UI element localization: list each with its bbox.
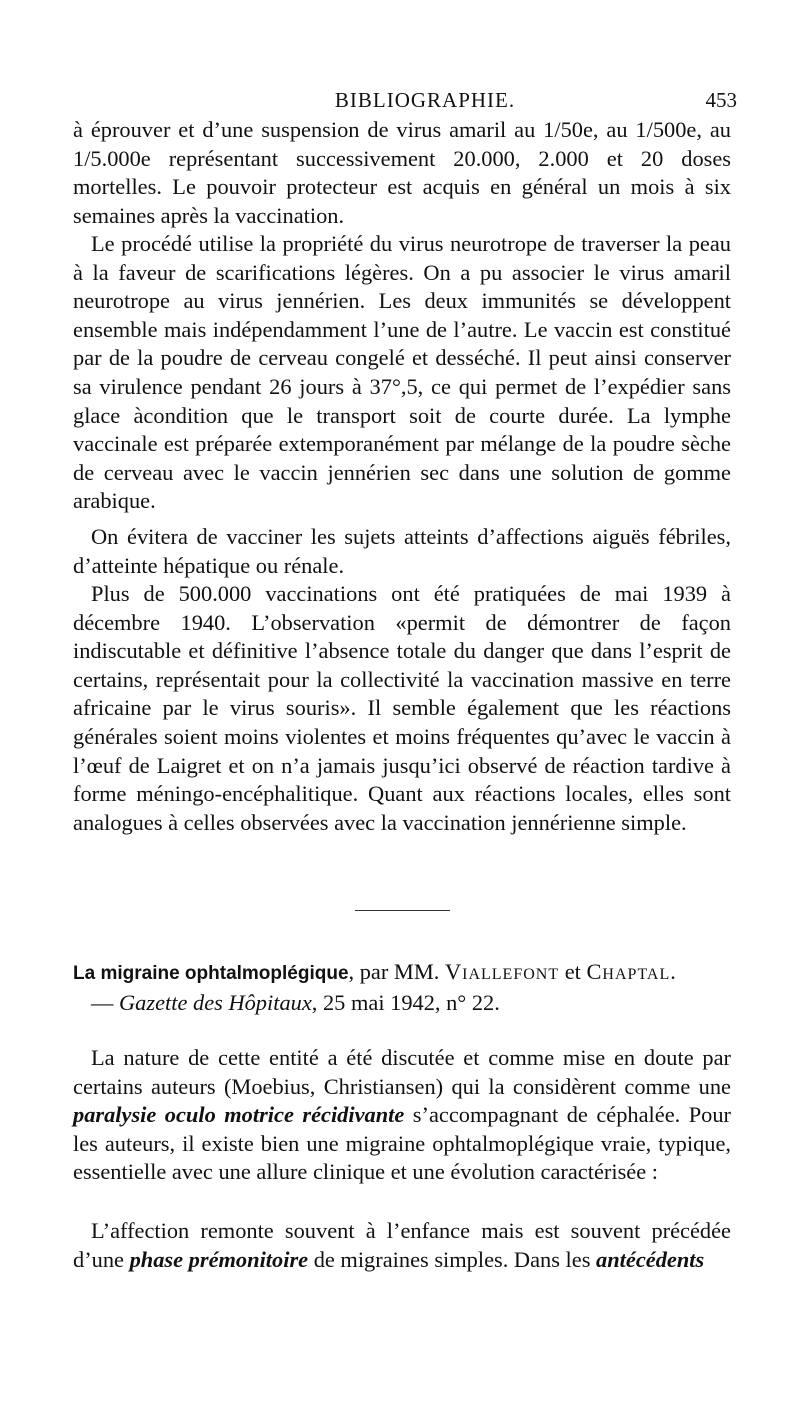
paragraph-5-text-a: La nature de cette entité a été discutée et comme mise en doute par certains auteurs (Moebius, Christiansen) qui la considèrent comme une [73, 1045, 731, 1099]
review-and: et [564, 959, 581, 984]
paragraph-1: à éprouver et d’une suspension de virus amaril au 1/50e, au 1/500e, au 1/5.000e représentant successivement 20.000, 2.000 et 20 doses mortelles. Le pouvoir protecteur est acquis en général un mois à six semaines après la vaccination. [73, 117, 731, 228]
paragraph-2: Le procédé utilise la propriété du virus neurotrope de traverser la peau à la faveur de scarifications légères. On a pu associer le virus amaril neurotrope au virus jennérien. Les deux immunités se développent ensemble mais indépendamment l’une de l’autre. Le vaccin est constitué par de la poudre de cerveau congelé et desséché. Il peut ainsi conserver sa virulence pendant 26 jours à 37°,5, ce qui permet de l’expédier sans glace àcondition que le transport soit de courte durée. La lymphe vaccinale est préparée extemporanément par mélange de la poudre sèche de cerveau avec le vaccin jennérien sec dans une solution de gomme arabique. [73, 231, 731, 514]
paragraph-4: Plus de 500.000 vaccinations ont été pratiquées de mai 1939 à décembre 1940. L’observation «permit de démontrer de façon indiscutable et définitive l’absence totale du danger que dans l’esprit de certains, représentait pour la collectivité la vaccination massive en terre africaine par le virus souris». Il semble également que les réactions générales soient moins violentes et moins fréquentes qu’avec le vaccin à l’œuf de Laigret et on n’a jamais jusqu’ici observé de réaction tardive à forme méningo-encéphalitique. Quant aux réactions locales, elles sont analogues à celles observées avec la vaccination jennérienne simple. [73, 581, 731, 835]
paragraph-6-emphasis-2: antécédents [596, 1246, 705, 1272]
review-journal: Gazette des Hôpitaux [119, 989, 312, 1015]
page-number: 453 [705, 88, 737, 112]
paragraph-5-text-b: s’accompagnant de céphalée. Pour les auteurs, il existe bien une migraine ophtalmoplégique vraie, typique, essentielle avec une allure clinique et une évolution caractérisée : [73, 1102, 731, 1185]
review-issue: , 25 mai 1942, n° 22. [311, 989, 500, 1015]
review-heading-line-1 [73, 958, 733, 989]
review-heading [73, 958, 733, 1017]
paragraph-6-emphasis-1: phase prémonitoire [129, 1246, 309, 1272]
running-title: BIBLIOGRAPHIE. [334, 88, 516, 112]
review-heading-line-2 [73, 989, 733, 1018]
review-author-2: Chaptal [586, 959, 671, 984]
paragraph-3: On évitera de vacciner les sujets atteints d’affections aiguës fébriles, d’atteinte hépatique ou rénale. [73, 524, 731, 578]
section-divider [355, 910, 450, 911]
paragraph-5 [73, 1044, 731, 1187]
paragraph-6-text-a: L’affection remonte souvent à l’enfance mais est souvent précédée d’une [73, 1218, 731, 1272]
paragraph-6 [73, 1217, 731, 1274]
review-author-1: Viallefont [444, 959, 560, 984]
review-title: La migraine ophtalmoplégique [73, 963, 349, 984]
review-dash: — [91, 989, 114, 1015]
paragraph-6-text-b: de migraines simples. Dans les [308, 1246, 597, 1272]
review-end-dot: . [670, 959, 676, 984]
review-by: , par MM. [348, 959, 440, 984]
paragraph-5-emphasis: paralysie oculo motrice récidivante [73, 1102, 405, 1128]
